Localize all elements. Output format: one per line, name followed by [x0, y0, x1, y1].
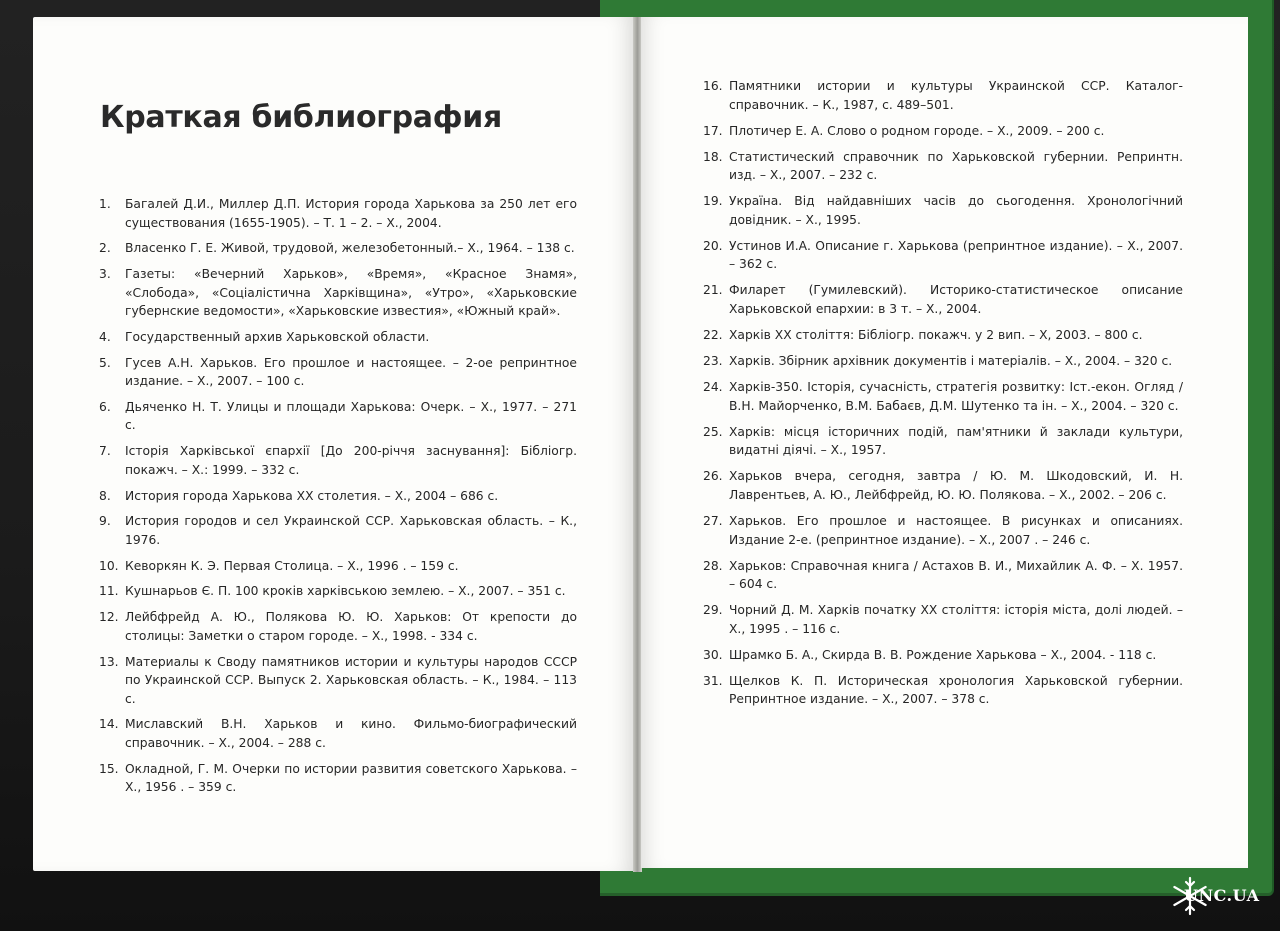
watermark [1166, 872, 1276, 922]
entry-number: 25. [703, 424, 723, 439]
bibliography-entry [99, 512, 577, 549]
bibliography-entry [703, 192, 1183, 229]
entry-text: Харьков вчера, сегодня, завтра / Ю. М. Шкодовский, И. Н. Лаврентьев, А. Ю., Лейбфрейд, Ю. Ю. Полякова. – Х., 2002. – 206 с. [729, 469, 1183, 502]
bibliography-entry [703, 77, 1183, 114]
bibliography-entry [703, 601, 1183, 638]
entry-text: Плотичер Е. А. Слово о родном городе. – Х., 2009. – 200 с. [729, 123, 1105, 138]
bibliography-list-left [99, 195, 577, 804]
entry-text: Устинов И.А. Описание г. Харькова (репринтное издание). – Х., 2007. – 362 с. [729, 238, 1183, 272]
entry-number: 18. [703, 149, 723, 164]
entry-number: 20. [703, 238, 723, 253]
bibliography-entry [703, 281, 1183, 318]
entry-text: Харків. Збірник архівник документів і матеріалів. – Х., 2004. – 320 с. [729, 354, 1173, 369]
bibliography-entry [99, 195, 577, 232]
entry-text: Лейбфрейд А. Ю., Полякова Ю. Ю. Харьков: От крепости до столицы: Заметки о старом городе. – Х., 1998. - 334 с. [125, 610, 577, 643]
entry-number: 3. [99, 267, 111, 282]
bibliography-entry [703, 378, 1183, 415]
bibliography-entry [703, 557, 1183, 594]
entry-text: Власенко Г. Е. Живой, трудовой, железобетонный.– Х., 1964. – 138 с. [125, 241, 575, 256]
right-page [641, 17, 1248, 868]
entry-text: Кеворкян К. Э. Первая Столица. – Х., 1996 . – 159 с. [125, 558, 459, 573]
entry-number: 7. [99, 444, 111, 459]
entry-number: 21. [703, 283, 723, 298]
entry-text: Государственный архив Харьковской области. [125, 329, 430, 344]
bibliography-entry [99, 608, 577, 645]
entry-text: Газеты: «Вечерний Харьков», «Время», «Красное Знамя», «Слобода», «Соціалістична Харківщина», «Утро», «Харьковские губернские ведомости», «Харьковские известия», «Южный край». [125, 267, 577, 319]
bibliography-entry [703, 467, 1183, 504]
entry-text: Чорний Д. М. Харків початку XX століття: історія міста, долі людей. – Х., 1995 . – 116 с. [729, 603, 1183, 636]
entry-number: 10. [99, 558, 119, 573]
bibliography-entry [99, 582, 577, 601]
entry-number: 15. [99, 761, 119, 776]
bibliography-entry [703, 646, 1183, 665]
page-title: Краткая библиография [100, 100, 502, 135]
bibliography-entry [99, 328, 577, 347]
entry-number: 14. [99, 717, 119, 732]
entry-text: Гусев А.Н. Харьков. Его прошлое и настоящее. – 2-ое репринтное издание. – Х., 2007. – 100 с. [125, 355, 577, 389]
bibliography-entry [99, 487, 577, 506]
entry-number: 24. [703, 380, 723, 395]
bibliography-entry [703, 512, 1183, 549]
entry-number: 23. [703, 354, 723, 369]
entry-text: Шрамко Б. А., Скирда В. В. Рождение Харькова – Х., 2004. - 118 с. [729, 647, 1157, 662]
bibliography-entry [99, 239, 577, 258]
entry-number: 26. [703, 469, 723, 484]
entry-text: История города Харькова XX столетия. – Х., 2004 – 686 с. [125, 488, 499, 503]
entry-number: 12. [99, 610, 119, 625]
bibliography-list-right [703, 77, 1183, 717]
entry-number: 2. [99, 241, 111, 256]
bibliography-entry [99, 653, 577, 709]
entry-number: 1. [99, 197, 111, 211]
bibliography-entry [703, 237, 1183, 274]
bibliography-entry [703, 122, 1183, 141]
bibliography-entry [99, 557, 577, 576]
entry-text: Багалей Д.И., Миллер Д.П. История города Харькова за 250 лет его существования (1655-1905). – Т. 1 – 2. – Х., 2004. [125, 197, 577, 230]
bibliography-entry [99, 715, 577, 752]
entry-number: 22. [703, 328, 723, 343]
bibliography-entry [703, 148, 1183, 185]
entry-number: 13. [99, 654, 119, 669]
entry-text: Харьков. Его прошлое и настоящее. В рисунках и описаниях. Издание 2-е. (репринтное издание). – Х., 2007 . – 246 с. [729, 514, 1183, 547]
entry-text: Материалы к Своду памятников истории и культуры народов СССР по Украинской ССР. Выпуск 2. Харьковская область. – К., 1984. – 113 с. [125, 654, 577, 706]
entry-number: 19. [703, 194, 723, 209]
bibliography-entry [703, 672, 1183, 709]
entry-text: Харків-350. Історія, сучасність, стратегія розвитку: Іст.-екон. Огляд /В.Н. Майорченко, В.М. Бабаєв, Д.М. Шутенко та ін. – Х., 2004. – 320 с. [729, 380, 1183, 413]
entry-text: Дьяченко Н. Т. Улицы и площади Харькова: Очерк. – Х., 1977. – 271 с. [125, 399, 577, 433]
entry-number: 4. [99, 329, 111, 344]
bibliography-entry [703, 326, 1183, 345]
entry-text: Статистический справочник по Харьковской губернии. Репринтн. изд. – Х., 2007. – 232 с. [729, 149, 1183, 183]
entry-number: 9. [99, 514, 111, 529]
bibliography-entry [99, 354, 577, 391]
entry-number: 31. [703, 673, 723, 688]
bibliography-entry [99, 442, 577, 479]
bibliography-entry [99, 398, 577, 435]
entry-text: Филарет (Гумилевский). Историко-статистическое описание Харьковской епархии: в 3 т. – Х., 2004. [729, 283, 1183, 316]
entry-number: 11. [99, 584, 119, 599]
bibliography-entry [99, 265, 577, 321]
bibliography-entry [99, 760, 577, 797]
entry-number: 5. [99, 355, 111, 370]
entry-text: Кушнарьов Є. П. 100 кроків харківською землею. – Х., 2007. – 351 с. [125, 584, 566, 599]
entry-number: 29. [703, 603, 723, 618]
entry-text: Україна. Від найдавніших часів до сьогодення. Хронологічний довідник. – Х., 1995. [729, 194, 1183, 227]
entry-text: Історія Харківської єпархії [До 200-річчя заснування]: Бібліогр. покажч. – Х.: 1999. – 332 с. [125, 444, 577, 477]
entry-number: 30. [703, 647, 723, 662]
entry-text: Миславский В.Н. Харьков и кино. Фильмо-биографический справочник. – Х., 2004. – 288 с. [125, 717, 577, 750]
entry-text: Харьков: Справочная книга / Астахов В. И., Михайлик А. Ф. – Х. 1957. – 604 с. [729, 558, 1183, 592]
bibliography-entry [703, 423, 1183, 460]
left-page [33, 17, 635, 871]
entry-number: 16. [703, 79, 723, 93]
entry-number: 8. [99, 488, 111, 503]
entry-text: Щелков К. П. Историческая хронология Харьковской губернии. Репринтное издание. – Х., 2007. – 378 с. [729, 673, 1183, 707]
entry-number: 28. [703, 558, 723, 573]
bibliography-entry [703, 352, 1183, 371]
entry-number: 27. [703, 514, 723, 529]
entry-text: История городов и сел Украинской ССР. Харьковская область. – К., 1976. [125, 514, 577, 547]
entry-text: Окладной, Г. М. Очерки по истории развития советского Харькова. – Х., 1956 . – 359 с. [125, 761, 577, 795]
entry-number: 17. [703, 123, 723, 138]
watermark-text: UNC.UA [1184, 886, 1260, 905]
entry-number: 6. [99, 399, 111, 414]
entry-text: Харків: місця історичних подій, пам'ятники й заклади культури, видатні діячі. – Х., 1957. [729, 424, 1183, 458]
entry-text: Памятники истории и культуры Украинской ССР. Каталог-справочник. – К., 1987, с. 489–501. [729, 79, 1183, 112]
entry-text: Харків XX століття: Бібліогр. покажч. у 2 вип. – Х, 2003. – 800 с. [729, 328, 1143, 343]
